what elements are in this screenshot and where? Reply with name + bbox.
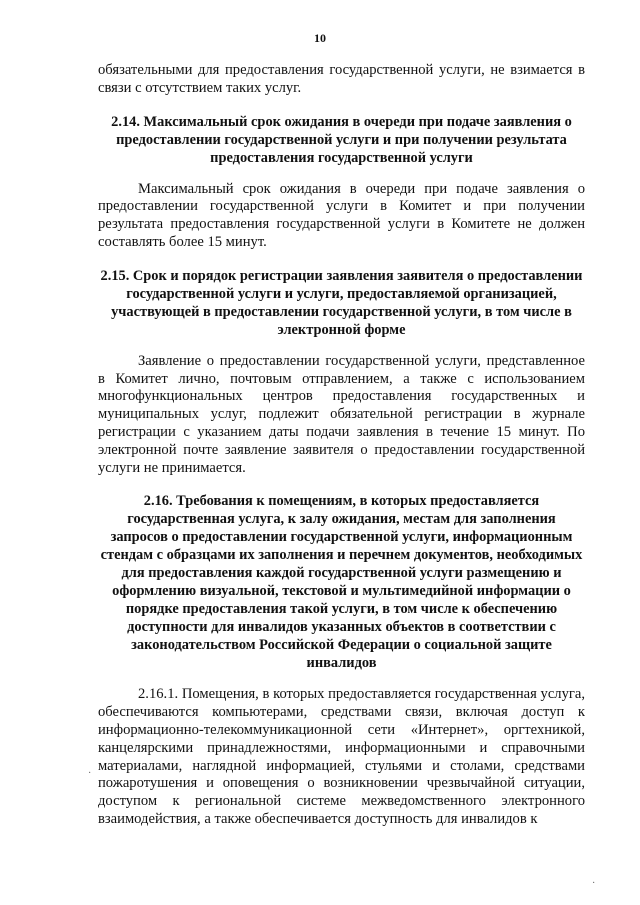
spacer	[98, 252, 585, 267]
scan-speck: ·	[592, 878, 596, 889]
spacer	[98, 167, 585, 181]
page-number: 10	[314, 31, 326, 45]
spacer	[98, 672, 585, 686]
spacer	[98, 339, 585, 353]
intro-paragraph: обязательными для предоставления государственной услуги, не взимается в связи с отсутствием таких услуг.	[98, 62, 585, 96]
spacer	[98, 98, 585, 113]
section-2-14-heading: 2.14. Максимальный срок ожидания в очереди при подаче заявления о предоставлении государственной услуги и при получении результата предоставления государственной услуги	[111, 113, 572, 166]
section-2-14-text: Максимальный срок ожидания в очереди при подаче заявления о предоставлении государственной услуги в Комитет и при получении результата предоставления государственной услуги в Комитете не должен составлять более 15 минут.	[98, 180, 585, 250]
section-2-15-heading: 2.15. Срок и порядок регистрации заявления заявителя о предоставлении государственной услуги и услуги, предоставляемой организацией, участвующей в предоставлении государственной услуги, в том числе в электронной форме	[100, 267, 583, 338]
section-2-15-text: Заявление о предоставлении государственной услуги, представленное в Комитет лично, почтовым отправлением, а также с использованием многофункциональных центров предоставления государственных и муниципальных услуг, подлежит обязательной регистрации в журнале регистрации с указанием даты подачи заявления в течение 15 минут. По электронной почте заявление заявителя о предоставлении государственной услуги не принимается.	[98, 352, 585, 476]
section-2-16-heading: 2.16. Требования к помещениям, в которых предоставляется государственная услуга, к залу ожидания, местам для заполнения запросов о предоставлении государственной услуги, информационным стендам с образцами их заполнения и перечнем документов, необходимых для предоставления каждой государственной услуги размещению и оформлению визуальной, текстовой и мультимедийной информации о порядке предоставления такой услуги, в том числе к обеспечению доступности для инвалидов указанных объектов в соответствии с законодательством Российской Федерации о социальной защите инвалидов	[100, 493, 583, 672]
document-body	[98, 62, 585, 829]
section-2-16-text: 2.16.1. Помещения, в которых предоставляется государственная услуга, обеспечиваются компьютерами, средствами связи, включая доступ к информационно-телекоммуникационной сети «Интернет», оргтехникой, канцелярскими принадлежностями, информационными и справочными материалами, наглядной информацией, стульями и столами, средствами пожаротушения и оповещения о возникновении чрезвычайной ситуации, доступом к региональной системе межведомственного электронного взаимодействия, а также обеспечивается доступность для инвалидов к	[98, 686, 585, 827]
scan-speck: ·	[88, 768, 92, 779]
spacer	[98, 477, 585, 492]
